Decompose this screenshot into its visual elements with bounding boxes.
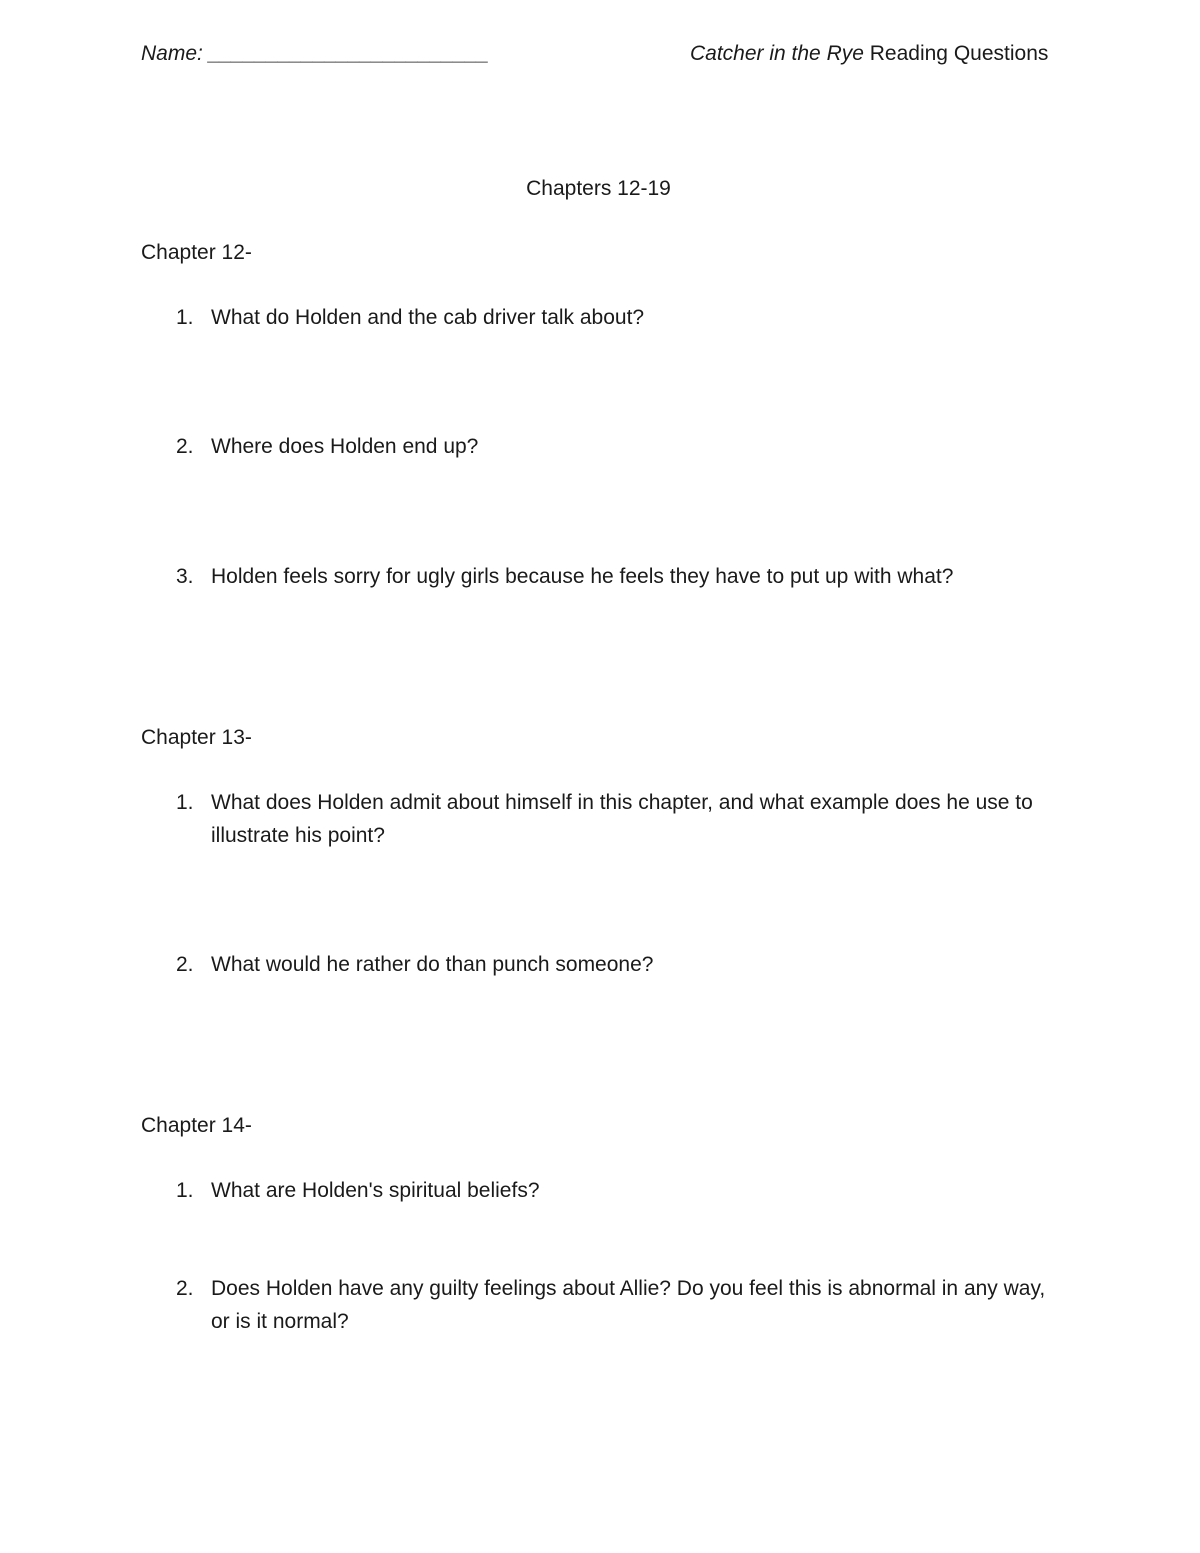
question-text: Holden feels sorry for ugly girls because he feels they have to put up with what? [211, 565, 954, 588]
question-number: 1. [176, 1179, 194, 1202]
question-number: 1. [176, 791, 194, 814]
question-text: What do Holden and the cab driver talk about? [211, 306, 645, 329]
question-text: What does Holden admit about himself in this chapter, and what example does he use to illustrate his point? [211, 791, 1033, 847]
book-title: Catcher in the Rye [690, 42, 864, 65]
question-number: 1. [176, 306, 194, 329]
name-blank-line: ________________________ [208, 42, 490, 65]
question-text: What are Holden's spiritual beliefs? [211, 1179, 540, 1202]
worksheet-title-suffix: Reading Questions [863, 42, 1049, 65]
chapter-14-heading: Chapter 14- [141, 1114, 252, 1137]
section-title: Chapters 12-19 [526, 177, 671, 200]
chapter-12-heading: Chapter 12- [141, 241, 252, 264]
name-field-label [141, 37, 489, 70]
question-number: 2. [176, 435, 194, 458]
question-text: Where does Holden end up? [211, 435, 479, 458]
question-text: What would he rather do than punch someone? [211, 953, 654, 976]
question-number: 2. [176, 953, 194, 976]
name-label: Name: [141, 42, 203, 65]
question-number: 3. [176, 565, 194, 588]
chapter-13-heading: Chapter 13- [141, 726, 252, 749]
question-number: 2. [176, 1277, 194, 1300]
question-text: Does Holden have any guilty feelings about Allie? Do you feel this is abnormal in any way, or is it normal? [211, 1277, 1046, 1333]
worksheet-title [690, 37, 1048, 70]
